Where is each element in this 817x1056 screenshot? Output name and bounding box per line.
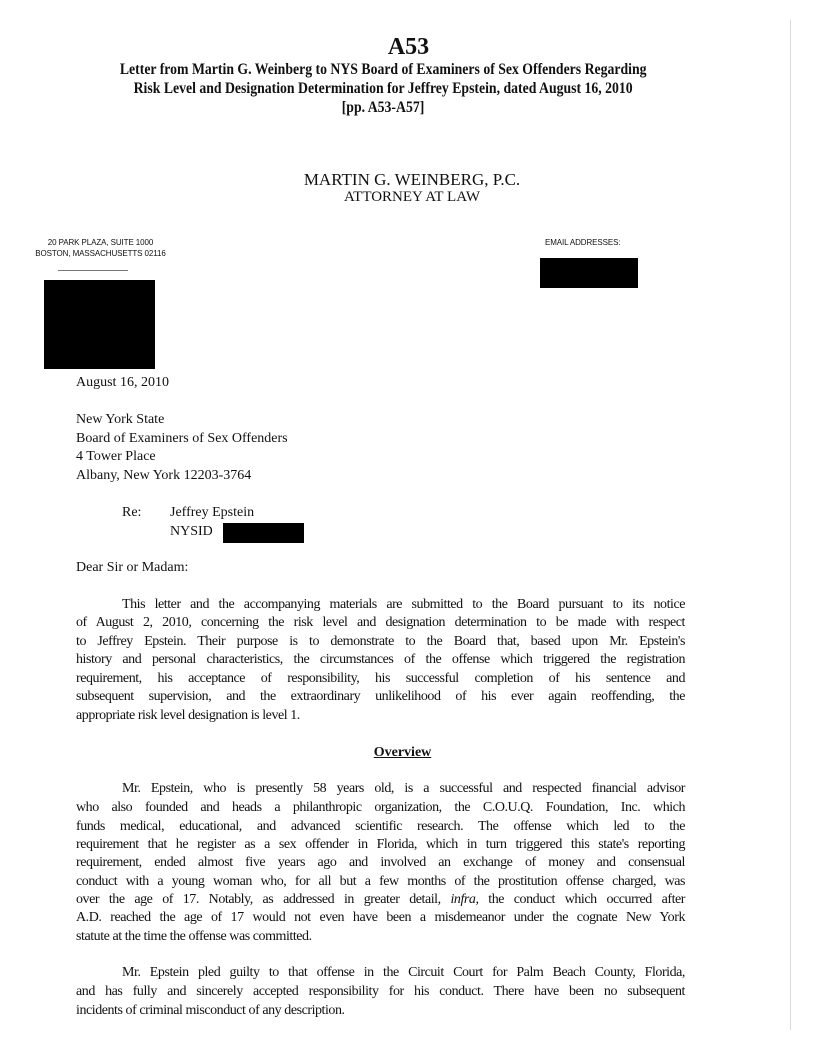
italic-term: infra	[450, 892, 476, 907]
paragraph-2-line: conduct with a young woman who, for all but a few months of the prostitution offense charged, was	[76, 874, 685, 889]
exhibit-title-line-1: Letter from Martin G. Weinberg to NYS Board of Examiners of Sex Offenders Regarding	[120, 61, 647, 78]
letter-date: August 16, 2010	[76, 375, 169, 390]
firm-address-line-2: BOSTON, MASSACHUSETTS 02116	[35, 249, 166, 258]
exhibit-title-line-2: Risk Level and Designation Determination for Jeffrey Epstein, dated August 16, 2010	[133, 80, 634, 97]
paragraph-2-line: Mr. Epstein, who is presently 58 years old, is a successful and respected financial advisor	[122, 781, 685, 796]
section-heading-overview: Overview	[373, 745, 432, 760]
recipient-line-2: Board of Examiners of Sex Offenders	[76, 431, 288, 446]
recipient-line-1: New York State	[76, 412, 165, 427]
email-label: EMAIL ADDRESSES:	[545, 238, 621, 247]
paragraph-1-line: of August 2, 2010, concerning the risk level and designation determination to be made with respect	[76, 615, 685, 630]
paragraph-1-line: This letter and the accompanying materials are submitted to the Board pursuant to its notice	[122, 597, 685, 612]
address-rule	[58, 270, 128, 271]
paragraph-2-line: requirement, ended almost five years ago and involved an exchange of money and consensual	[76, 855, 685, 870]
paragraph-2-line: requirement that he register as a sex offender in Florida, which in turn triggered this state's reporting	[76, 837, 685, 852]
firm-subtitle: ATTORNEY AT LAW	[343, 189, 481, 205]
paragraph-2-line: statute at the time the offense was committed.	[76, 929, 312, 944]
re-name: Jeffrey Epstein	[170, 505, 255, 520]
redaction-email	[540, 258, 638, 288]
paragraph-3-line: and has fully and sincerely accepted responsibility for his conduct. There have been no subsequent	[76, 984, 685, 999]
paragraph-2-line: A.D. reached the age of 17 would not even have been a misdemeanor under the cognate New York	[76, 910, 685, 925]
paragraph-1-line: requirement, his acceptance of responsibility, his successful completion of his sentence and	[76, 671, 685, 686]
paragraph-1-line: appropriate risk level designation is level 1.	[76, 708, 300, 723]
paragraph-2-line: over the age of 17. Notably, as addressed in greater detail, infra, the conduct which occurred after	[76, 892, 685, 907]
re-nysid-label: NYSID	[170, 524, 213, 539]
paragraph-1-line: to Jeffrey Epstein. Their purpose is to demonstrate to the Board that, based upon Mr. Epstein's	[76, 634, 685, 649]
exhibit-number: A53	[387, 34, 430, 60]
firm-name: MARTIN G. WEINBERG, P.C.	[303, 170, 521, 189]
scan-margin-line	[790, 20, 791, 1030]
re-label: Re:	[122, 505, 142, 520]
recipient-line-4: Albany, New York 12203-3764	[76, 468, 252, 483]
paragraph-1-line: subsequent supervision, and the extraordinary unlikelihood of his ever again reoffending, the	[76, 689, 685, 704]
paragraph-3-line: incidents of criminal misconduct of any description.	[76, 1003, 345, 1018]
recipient-line-3: 4 Tower Place	[76, 449, 156, 464]
salutation: Dear Sir or Madam:	[76, 560, 189, 575]
firm-address-line-1: 20 PARK PLAZA, SUITE 1000	[47, 238, 154, 247]
paragraph-2-line: funds medical, educational, and advanced scientific research. The offense which led to the	[76, 819, 685, 834]
redaction-block	[44, 280, 155, 369]
redaction-nysid	[223, 523, 304, 543]
paragraph-1-line: history and personal characteristics, the circumstances of the offense which triggered the registration	[76, 652, 685, 667]
exhibit-title-line-3: [pp. A53-A57]	[342, 99, 425, 116]
paragraph-2-line: who also founded and heads a philanthropic organization, the C.O.U.Q. Foundation, Inc. which	[76, 800, 685, 815]
paragraph-3-line: Mr. Epstein pled guilty to that offense in the Circuit Court for Palm Beach County, Florida,	[122, 965, 685, 980]
